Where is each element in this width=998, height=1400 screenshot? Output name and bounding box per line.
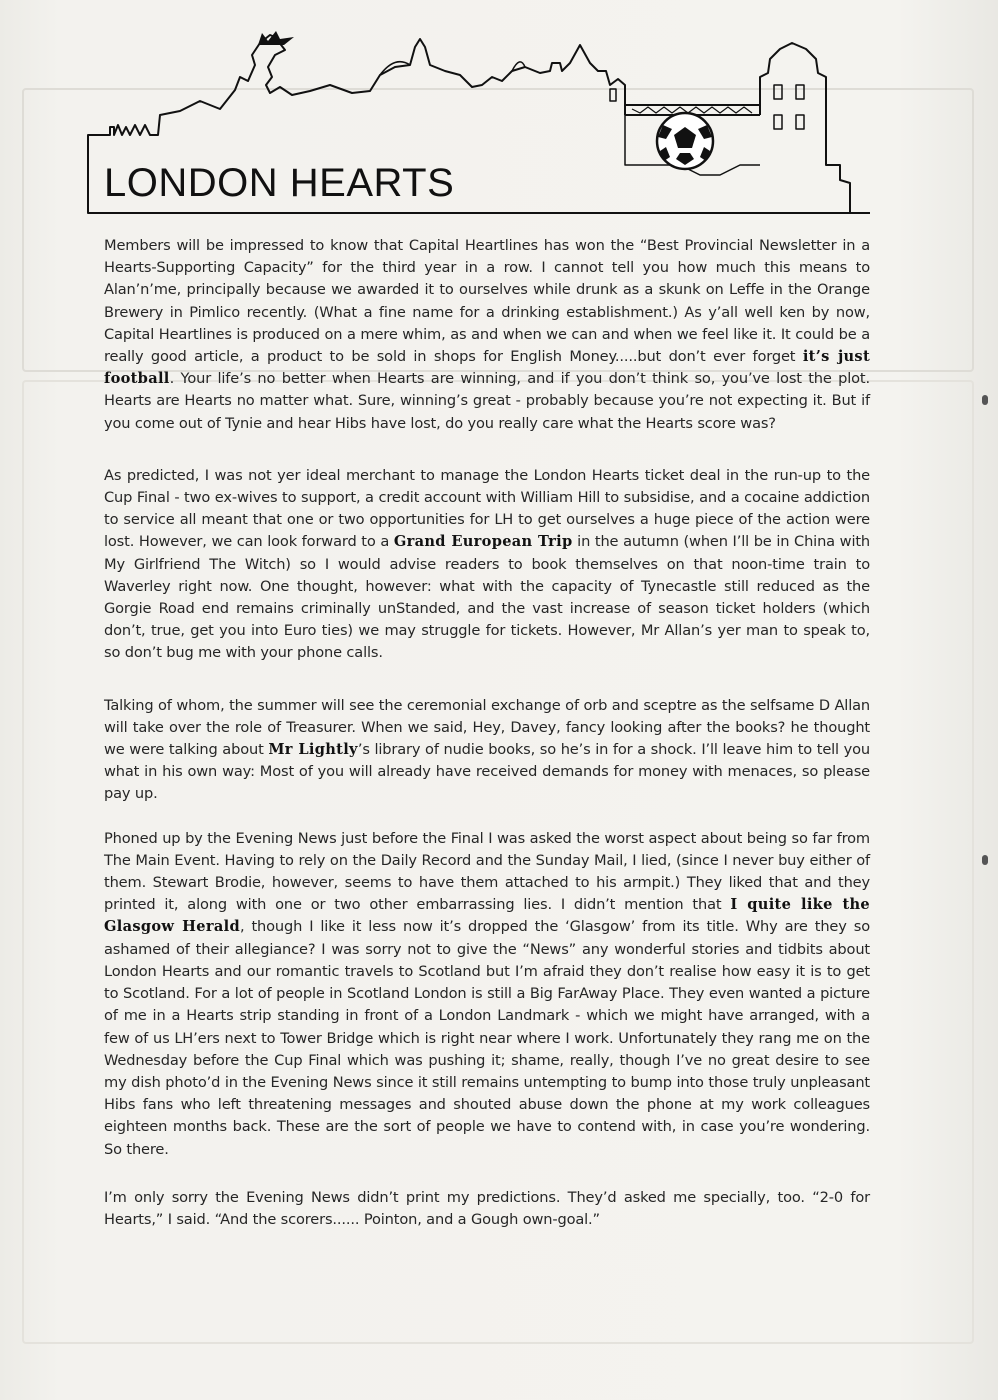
paragraph-1: Members will be impressed to know that Capital Heartlines has won the “Best Provincial Newsletter in a Hearts-Supporting Capacity” for the third year in a row. I cannot tell you how much this means to Alan’n’me, principally because we awarded it to ourselves while drunk as a skunk on Leffe in the Orange Brewery in Pimlico recently. (What a fine name for a drinking establishment.) As y’all well ken by now, Capital Heartlines is produced on a mere whim, as and when we can and when we feel like it. It could be a really good article, a product to be sold in shops for English Money.....but don’t ever forget it’s just football. Your life’s no better when Hearts are winning, and if you don’t think so, you’ve lost the plot. Hearts are Hearts no matter what. Sure, winning’s great - probably because you’re not expecting it. But if you come out of Tynie and hear Hibs have lost, do you really care what the Hearts score was?	[104, 237, 870, 432]
paragraph-4: Phoned up by the Evening News just before the Final I was asked the worst aspect about being so far from The Main Event. Having to rely on the Daily Record and the Sunday Mail, I lied, (since I never buy either of them. Stewart Brodie, however, seems to have them attached to his armpit.) They liked that and they printed it, along with one or two other embarrassing lies. I didn’t mention that I quite like the Glasgow Herald, though I like it less now it’s dropped the ‘Glasgow’ from its title. Why are they so ashamed of their allegiance? I was sorry not to give the “News” any wonderful stories and tidbits about London Hearts and our romantic travels to Scotland but I’m afraid they don’t realise how easy it is to get to Scotland. For a lot of people in Scotland London is still a Big FarAway Place. They even wanted a picture of me in a Hearts strip standing in front of a London Landmark - which we might have arranged, with a few of us LH’ers next to Tower Bridge which is right near where I work. Unfortunately they rang me on the Wednesday before the Cup Final which was pushing it; shame, really, though I’ve no great desire to see my dish photo’d in the Evening News since it still remains untempting to bump into those truly unpleasant Hibs fans who left threatening messages and shouted abuse down the phone at my work colleagues eighteen months back. These are the sort of people we have to contend with, in case you’re wondering. So there.	[104, 829, 871, 1158]
page-title: LONDON HEARTS	[104, 161, 455, 205]
emphasis-text: I quite like the Glasgow Herald	[104, 896, 871, 936]
binder-hole	[982, 395, 988, 405]
skyline-header	[80, 15, 870, 220]
emphasis-text: it’s just football	[104, 348, 870, 388]
paragraph-5: I’m only sorry the Evening News didn’t print my predictions. They’d asked me specially, too. “2-0 for Hearts,” I said. “And the scorers...... Pointon, and a Gough own-goal.”	[104, 1188, 870, 1228]
paragraph-3: Talking of whom, the summer will see the ceremonial exchange of orb and sceptre as the selfsame D Allan will take over the role of Treasurer. When we said, Hey, Davey, fancy looking after the books? he thought we were talking about Mr Lightly’s library of nudie books, so he’s in for a shock. I’ll leave him to tell you what in his own way: Most of you will already have received demands for money with menaces, so please pay up.	[104, 696, 871, 803]
binder-hole	[982, 855, 988, 865]
article-body	[104, 235, 870, 1253]
emphasis-text: Grand European Trip	[393, 533, 573, 551]
paragraph-2: As predicted, I was not yer ideal merchant to manage the London Hearts ticket deal in the run-up to the Cup Final - two ex-wives to support, a credit account with William Hill to subsidise, and a cocaine addiction to service all meant that one or two opportunities for LH to get ourselves a huge piece of the action were lost. However, we can look forward to a Grand European Trip in the autumn (when I’ll be in China with My Girlfriend The Witch) so I would advise readers to book themselves on that noon-time train to Waverley right now. One thought, however: what with the capacity of Tynecastle still reduced as the Gorgie Road end remains criminally unStanded, and the vast increase of season ticket holders (which don’t, true, get you into Euro ties) we may struggle for tickets. However, Mr Allan’s yer man to speak to, so don’t bug me with your phone calls.	[104, 466, 871, 662]
emphasis-text: Mr Lightly	[268, 741, 358, 759]
football-icon	[657, 113, 713, 169]
